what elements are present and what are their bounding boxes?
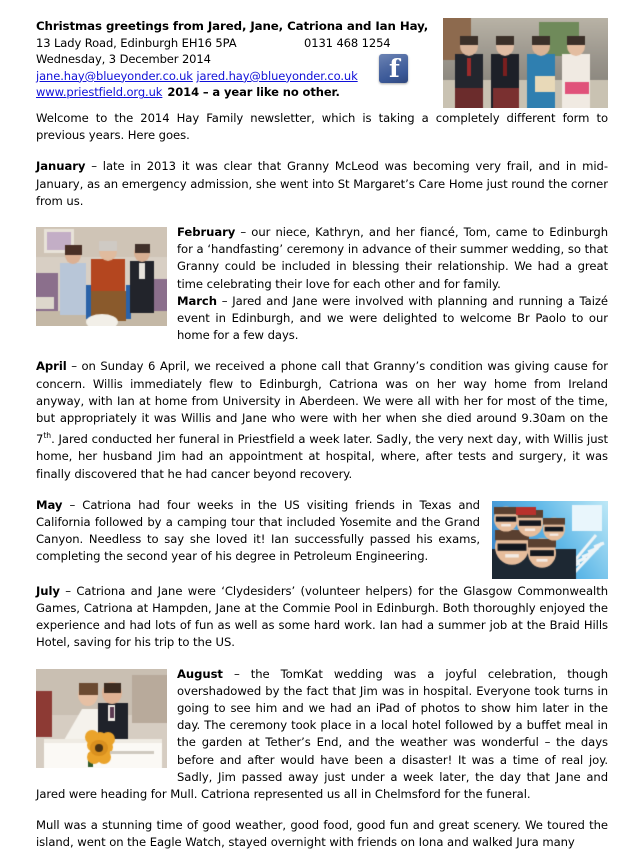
month-label-august: August	[177, 666, 223, 681]
month-label-april: April	[36, 359, 67, 374]
newsletter-body	[36, 110, 608, 852]
august-block	[36, 666, 608, 818]
postal-address: 13 Lady Road, Edinburgh EH16 5PA	[36, 35, 237, 50]
email-link-jared[interactable]: jared.hay@blueyonder.co.uk	[196, 68, 358, 83]
email-line	[36, 68, 436, 85]
ordinal-suffix: th	[43, 431, 52, 441]
page-title: Christmas greetings from Jared, Jane, Catriona and Ian Hay,	[36, 19, 429, 33]
month-text-april-b: . Jared conducted her funeral in Priestfield a week later. Sadly, the very next day, with Willis just home, her husband Jim had an appointment at hospital, where, after tests and surgery, it was finally discovered that he had cancer beyond recovery.	[36, 432, 608, 481]
month-label-february: February	[177, 225, 236, 240]
paragraph-intro: Welcome to the 2014 Hay Family newsletter, which is taking a completely different form to previous years. Here goes.	[36, 111, 608, 143]
may-block	[36, 497, 608, 583]
paragraph-april	[36, 358, 608, 482]
month-text-april-a: – on Sunday 6 April, we received a phone call that Granny’s condition was giving cause for concern. Willis immediately flew to Edinburgh, Catriona was on her way home from Ireland anyway, with Ian at home from University in Aberdeen. We were all with her for most of the time, but appropriately it was Willis and Jane who were with her when she died around 9.30am on the 7	[36, 359, 608, 447]
date-line: Wednesday, 3 December 2014	[36, 52, 211, 67]
month-text-february: – our niece, Kathryn, and her fiancé, Tom, came to Edinburgh for a ‘handfasting’ ceremony in advance of their summer wedding, so that Granny could be included in blessing their relationship. We had a great time celebrating their love for each other and for family.	[177, 225, 608, 291]
paragraph-mull: Mull was a stunning time of good weather, good food, good fun and great scenery. We toured the island, went on the Eagle Watch, stayed overnight with friends on Iona and walked Jura many	[36, 818, 608, 850]
month-label-march: March	[177, 293, 217, 308]
spacer	[36, 344, 608, 358]
header-contact-block	[36, 18, 436, 101]
facebook-f-glyph: f	[389, 54, 400, 83]
month-text-august: – the TomKat wedding was a joyful celebration, though overshadowed by the fact that Jim was in hospital. Everyone took turns in going to see him and we had an iPad of photos to show him later in the day. The ceremony took place in a local hotel followed by a buffet meal in the garden at Tether’s End, and the weather was wonderful – the days before and after would have been a disaster! It was a time of real joy. Sadly, Jim passed away just under a week later, the day that Jane and Jared were heading for Mull. Catriona represented us all in Chelmsford for the funeral.	[36, 666, 608, 801]
letter-header	[36, 18, 608, 110]
website-link[interactable]: www.priestfield.org.uk	[36, 85, 163, 100]
month-text-may: – Catriona had four weeks in the US visiting friends in Texas and California followed by a camping tour that included Yosemite and the Grand Canyon. Needless to say she loved it! Ian successfully passed his exams, completing the second year of his degree in Petroleum Engineering.	[36, 497, 480, 564]
address-line	[36, 35, 436, 52]
month-text-july: – Catriona and Jane were ‘Clydesiders’ (volunteer helpers) for the Glasgow Commonwealth Games, Catriona at Hampden, Jane at the Commie Pool in Edinburgh. Both thoroughly enjoyed the experience and had lots of fun as well as some hard work. Ian had a summer job at the Braid Hills Hotel, saving for his trip to the US.	[36, 583, 608, 650]
website-line	[36, 84, 436, 101]
paragraph-july	[36, 583, 608, 652]
august-wedding-photo	[36, 669, 167, 768]
february-granny-photo	[36, 227, 167, 326]
month-label-january: January	[36, 159, 86, 174]
month-label-may: May	[36, 497, 63, 512]
month-text-march: – Jared and Jane were involved with planning and running a Taizé event in Edinburgh, and we were delighted to welcome Br Paolo to our home for a few days.	[177, 293, 608, 343]
paragraph-january	[36, 158, 608, 210]
may-usa-photo	[492, 501, 608, 579]
email-link-jane[interactable]: jane.hay@blueyonder.co.uk	[36, 68, 193, 83]
header-family-photo	[443, 18, 608, 108]
month-label-july: July	[36, 583, 60, 598]
facebook-icon[interactable]	[379, 54, 408, 83]
month-text-january: – late in 2013 it was clear that Granny McLeod was becoming very frail, and in mid-January, as an emergency admission, she went into St Margaret’s Care Home just round the corner from us.	[36, 159, 608, 208]
phone-number: 0131 468 1254	[304, 35, 391, 50]
february-march-block	[36, 224, 608, 344]
tagline: 2014 – a year like no other.	[167, 85, 340, 100]
